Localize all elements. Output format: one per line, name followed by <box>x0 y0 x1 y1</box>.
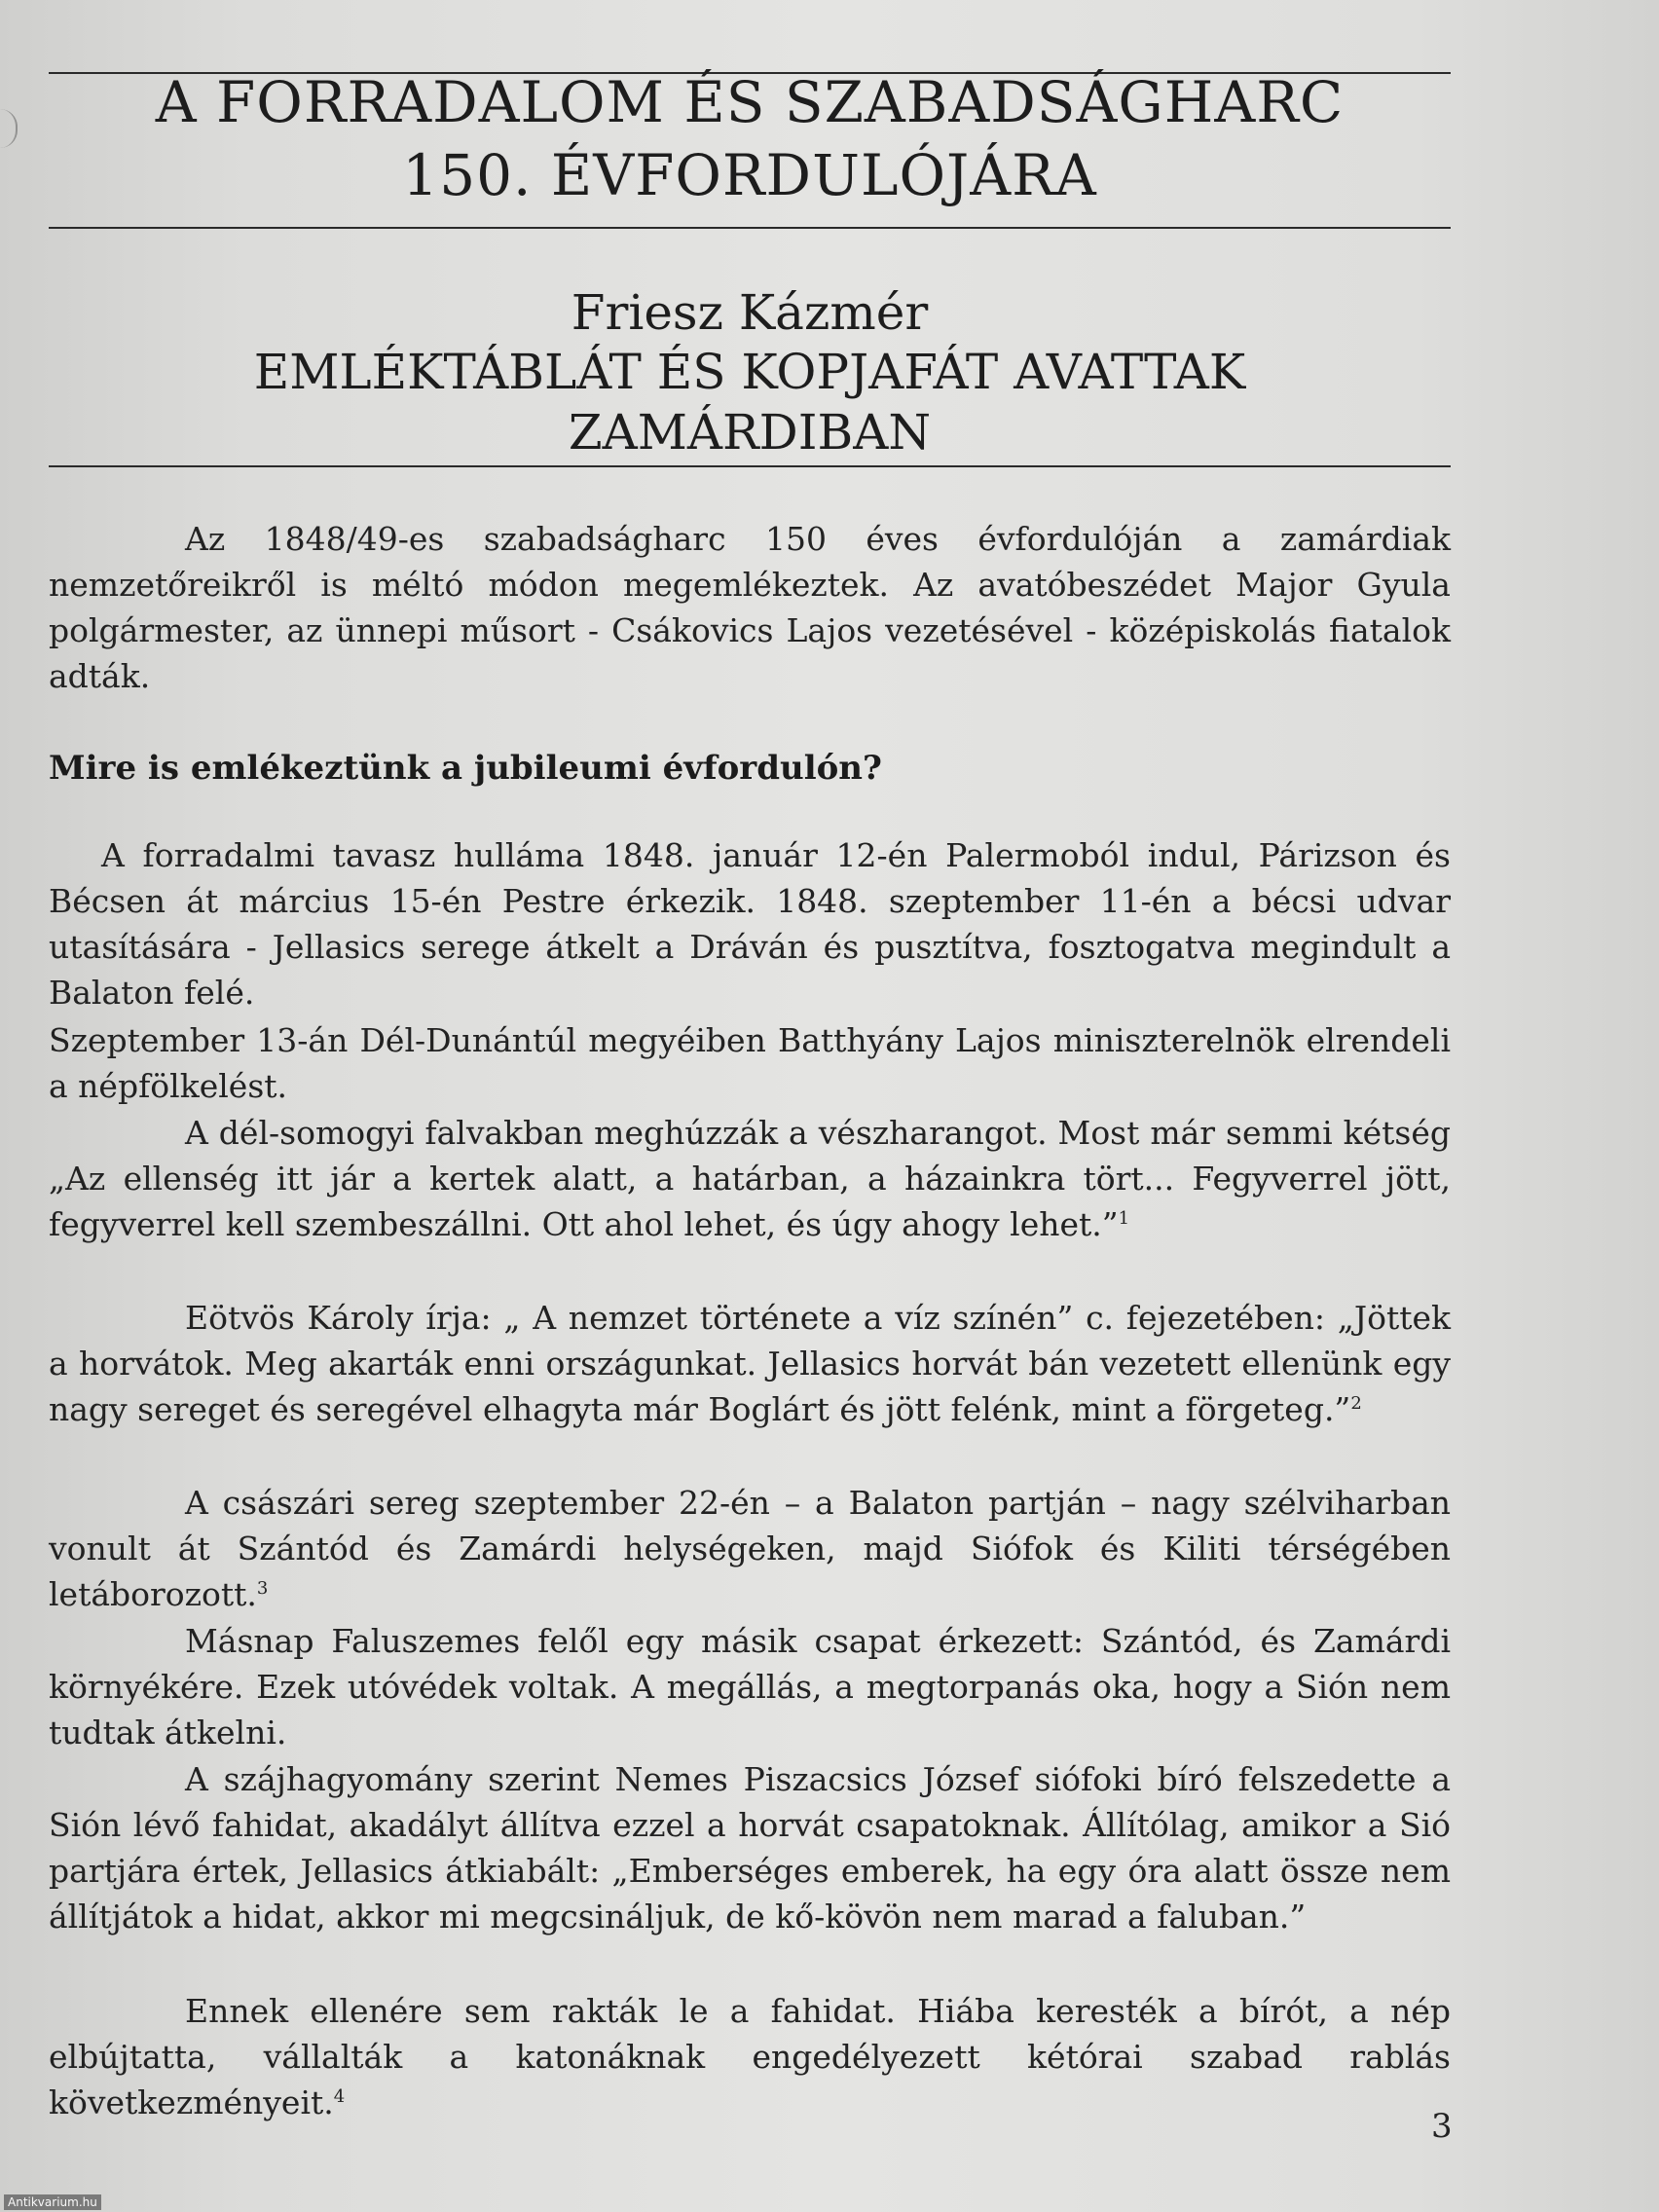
footnote-ref-3: 3 <box>256 1578 269 1599</box>
body-paragraph-8 <box>49 1988 1451 2125</box>
footnote-ref-1: 1 <box>1118 1208 1130 1229</box>
paragraph-8-text: Ennek ellenére sem rakták le a fahidat. Hiába keresték a bírót, a nép elbújtatta, vállalták a katonáknak engedélyezett kétórai szabad rablás következményeit. <box>49 1992 1451 2121</box>
body-paragraph-7: A szájhagyomány szerint Nemes Piszacsics József siófoki bíró felszedette a Sión lévő fahidat, akadályt állítva ezzel a horvát csapatoknak. Állítólag, amikor a Sió partjára értek, Jellasics átkiabált: „Emberséges emberek, ha egy óra alatt össze nem állítjátok a hidat, akkor mi megcsináljuk, de kő-kövön nem marad a faluban.” <box>49 1760 1451 1936</box>
section-title-line1: A FORRADALOM ÉS SZABADSÁGHARC <box>155 69 1345 135</box>
page-number: 3 <box>1431 2107 1453 2146</box>
paragraph-4-text: Eötvös Károly írja: „ A nemzet története a víz színén” c. fejezetében: „Jöttek a horvátok. Meg akarták enni országunkat. Jellasics horvát bán vezetett ellenünk egy nagy sereget és seregével elhagyta már Boglárt és jött felénk, mint a förgeteg.” <box>49 1299 1451 1428</box>
article-title-line1: EMLÉKTÁBLÁT ÉS KOPJAFÁT AVATTAK <box>253 344 1246 400</box>
article-title-line2: ZAMÁRDIBAN <box>568 404 932 461</box>
article-title-rule <box>49 465 1451 467</box>
watermark: Antikvarium.hu <box>4 2194 101 2210</box>
article-author: Friesz Kázmér <box>571 284 929 341</box>
intro-paragraph: Az 1848/49-es szabadságharc 150 éves évfordulóján a zamárdiak nemzetőreikről is méltó módon megemlékeztek. Az avatóbeszédet Major Gyula polgármester, az ünnepi műsort - Csákovics Lajos vezetésével - középiskolás fiatalok adták. <box>49 520 1451 695</box>
body-paragraph-6: Másnap Faluszemes felől egy másik csapat érkezett: Szántód, és Zamárdi környékére. Ezek utóvédek voltak. A megállás, a megtorpanás oka, hogy a Sión nem tudtak átkelni. <box>49 1622 1451 1751</box>
section-title-line2: 150. ÉVFORDULÓJÁRA <box>402 142 1097 208</box>
footnote-ref-2: 2 <box>1350 1393 1362 1414</box>
body-paragraph-5 <box>49 1480 1451 1617</box>
body-paragraph-4 <box>49 1295 1451 1432</box>
subheading: Mire is emlékeztünk a jubileumi évfordulón? <box>49 749 882 788</box>
body-paragraph-3 <box>49 1110 1451 1247</box>
paragraph-3-text: A dél-somogyi falvakban meghúzzák a vészharangot. Most már semmi kétség „Az ellenség itt jár a kertek alatt, a határban, a házainkra tört... Fegyverrel jött, fegyverrel kell szembeszállni. Ott ahol lehet, és úgy ahogy lehet.” <box>49 1114 1451 1243</box>
document-page <box>49 0 1451 2212</box>
paragraph-5-text: A császári sereg szeptember 22-én – a Balaton partján – nagy szélviharban vonult át Szántód és Zamárdi helységeken, majd Siófok és Kiliti térségében letáborozott. <box>49 1484 1451 1613</box>
footnote-ref-4: 4 <box>333 2086 346 2107</box>
body-paragraph-1: A forradalmi tavasz hulláma 1848. január 12-én Palermoból indul, Párizson és Bécsen át március 15-én Pestre érkezik. 1848. szeptember 11-én a bécsi udvar utasítására - Jellasics serege átkelt a Dráván és pusztítva, fosztogatva megindult a Balaton felé. <box>49 836 1451 1012</box>
page-edge-mark <box>0 109 18 148</box>
title-bottom-rule <box>49 227 1451 229</box>
body-paragraph-2: Szeptember 13-án Dél-Dunántúl megyéiben Batthyány Lajos miniszterelnök elrendeli a népfölkelést. <box>49 1021 1451 1105</box>
